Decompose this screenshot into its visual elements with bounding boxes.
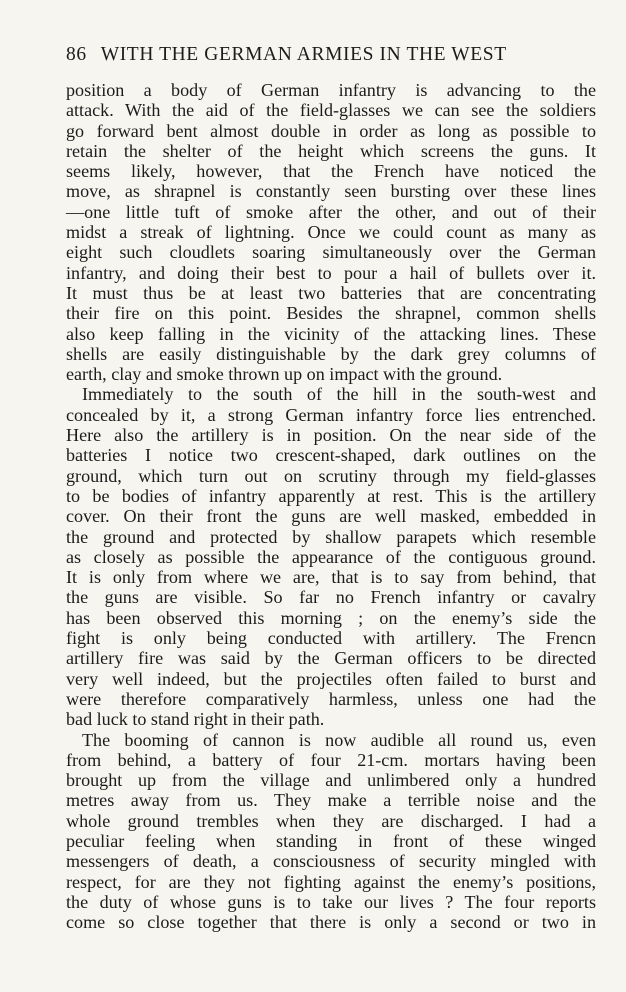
text-line: their fire on this point. Besides the shrapnel, common shells xyxy=(66,303,596,324)
text-line: also keep falling in the vicinity of the attacking lines. These xyxy=(66,323,596,344)
text-line: brought up from the village and unlimbered only a hundred xyxy=(66,770,596,791)
text-line: go forward bent almost double in order as long as possible to xyxy=(66,120,596,141)
text-line: —one little tuft of smoke after the other, and out of their xyxy=(66,201,596,222)
text-line: the guns are visible. So far no French infantry or cavalry xyxy=(66,587,596,608)
text-line: earth, clay and smoke thrown up on impact with the ground. xyxy=(66,364,503,385)
text-line: the duty of whose guns is to take our lives ? The four reports xyxy=(66,891,596,912)
text-line: midst a streak of lightning. Once we could count as many as xyxy=(66,222,596,243)
text-line: infantry, and doing their best to pour a hail of bullets over it. xyxy=(66,262,596,283)
text-line: retain the shelter of the height which screens the guns. It xyxy=(66,140,596,161)
text-line: metres away from us. They make a terrible noise and the xyxy=(66,790,596,811)
text-line: move, as shrapnel is constantly seen bursting over these lines xyxy=(66,181,596,202)
page-number: 86 xyxy=(66,44,87,65)
text-line: whole ground trembles when they are discharged. I had a xyxy=(66,810,596,831)
text-line: shells are easily distinguishable by the dark grey columns of xyxy=(66,343,596,364)
text-line: position a body of German infantry is advancing to the xyxy=(66,80,596,100)
text-line: It must thus be at least two batteries that are concentrating xyxy=(66,282,596,303)
text-line: It is only from where we are, that is to say from behind, that xyxy=(66,567,596,588)
paragraph-start-line: The booming of cannon is now audible all round us, even xyxy=(82,729,596,750)
text-line: concealed by it, a strong German infantry force lies entrenched. xyxy=(66,404,596,425)
text-line: cover. On their front the guns are well masked, embedded in xyxy=(66,506,596,527)
text-line: messengers of death, a consciousness of security mingled with xyxy=(66,851,596,872)
text-line: fight is only being conducted with artillery. The Frencn xyxy=(66,628,596,649)
text-line: artillery fire was said by the German officers to be directed xyxy=(66,648,596,669)
text-line: were therefore comparatively harmless, unless one had the xyxy=(66,688,596,709)
text-line: as closely as possible the appearance of the contiguous ground. xyxy=(66,546,596,567)
text-line: from behind, a battery of four 21-cm. mortars having been xyxy=(66,749,596,770)
body-text xyxy=(66,80,596,932)
text-line: attack. With the aid of the field-glasses we can see the soldiers xyxy=(66,100,596,121)
text-line: ground, which turn out on scrutiny through my field-glasses xyxy=(66,465,596,486)
text-line: batteries I notice two crescent-shaped, dark outlines on the xyxy=(66,445,596,466)
text-line: has been observed this morning ; on the enemy’s side the xyxy=(66,607,596,628)
page-header xyxy=(66,44,596,68)
text-line: come so close together that there is only a second or two in xyxy=(66,912,596,933)
text-line: respect, for are they not fighting against the enemy’s positions, xyxy=(66,871,596,892)
paragraph-start-line: Immediately to the south of the hill in the south-west and xyxy=(82,384,596,405)
text-line: eight such cloudlets soaring simultaneously over the German xyxy=(66,242,596,263)
text-line: seems likely, however, that the French have noticed the xyxy=(66,161,596,182)
text-line: bad luck to stand right in their path. xyxy=(66,709,325,730)
text-line: very well indeed, but the projectiles often failed to burst and xyxy=(66,668,596,689)
text-line: to be bodies of infantry apparently at rest. This is the artillery xyxy=(66,485,596,506)
text-line: the ground and protected by shallow parapets which resemble xyxy=(66,526,596,547)
running-title: WITH THE GERMAN ARMIES IN THE WEST xyxy=(100,44,507,65)
text-line: peculiar feeling when standing in front of these winged xyxy=(66,830,596,851)
text-line: Here also the artillery is in position. On the near side of the xyxy=(66,425,596,446)
